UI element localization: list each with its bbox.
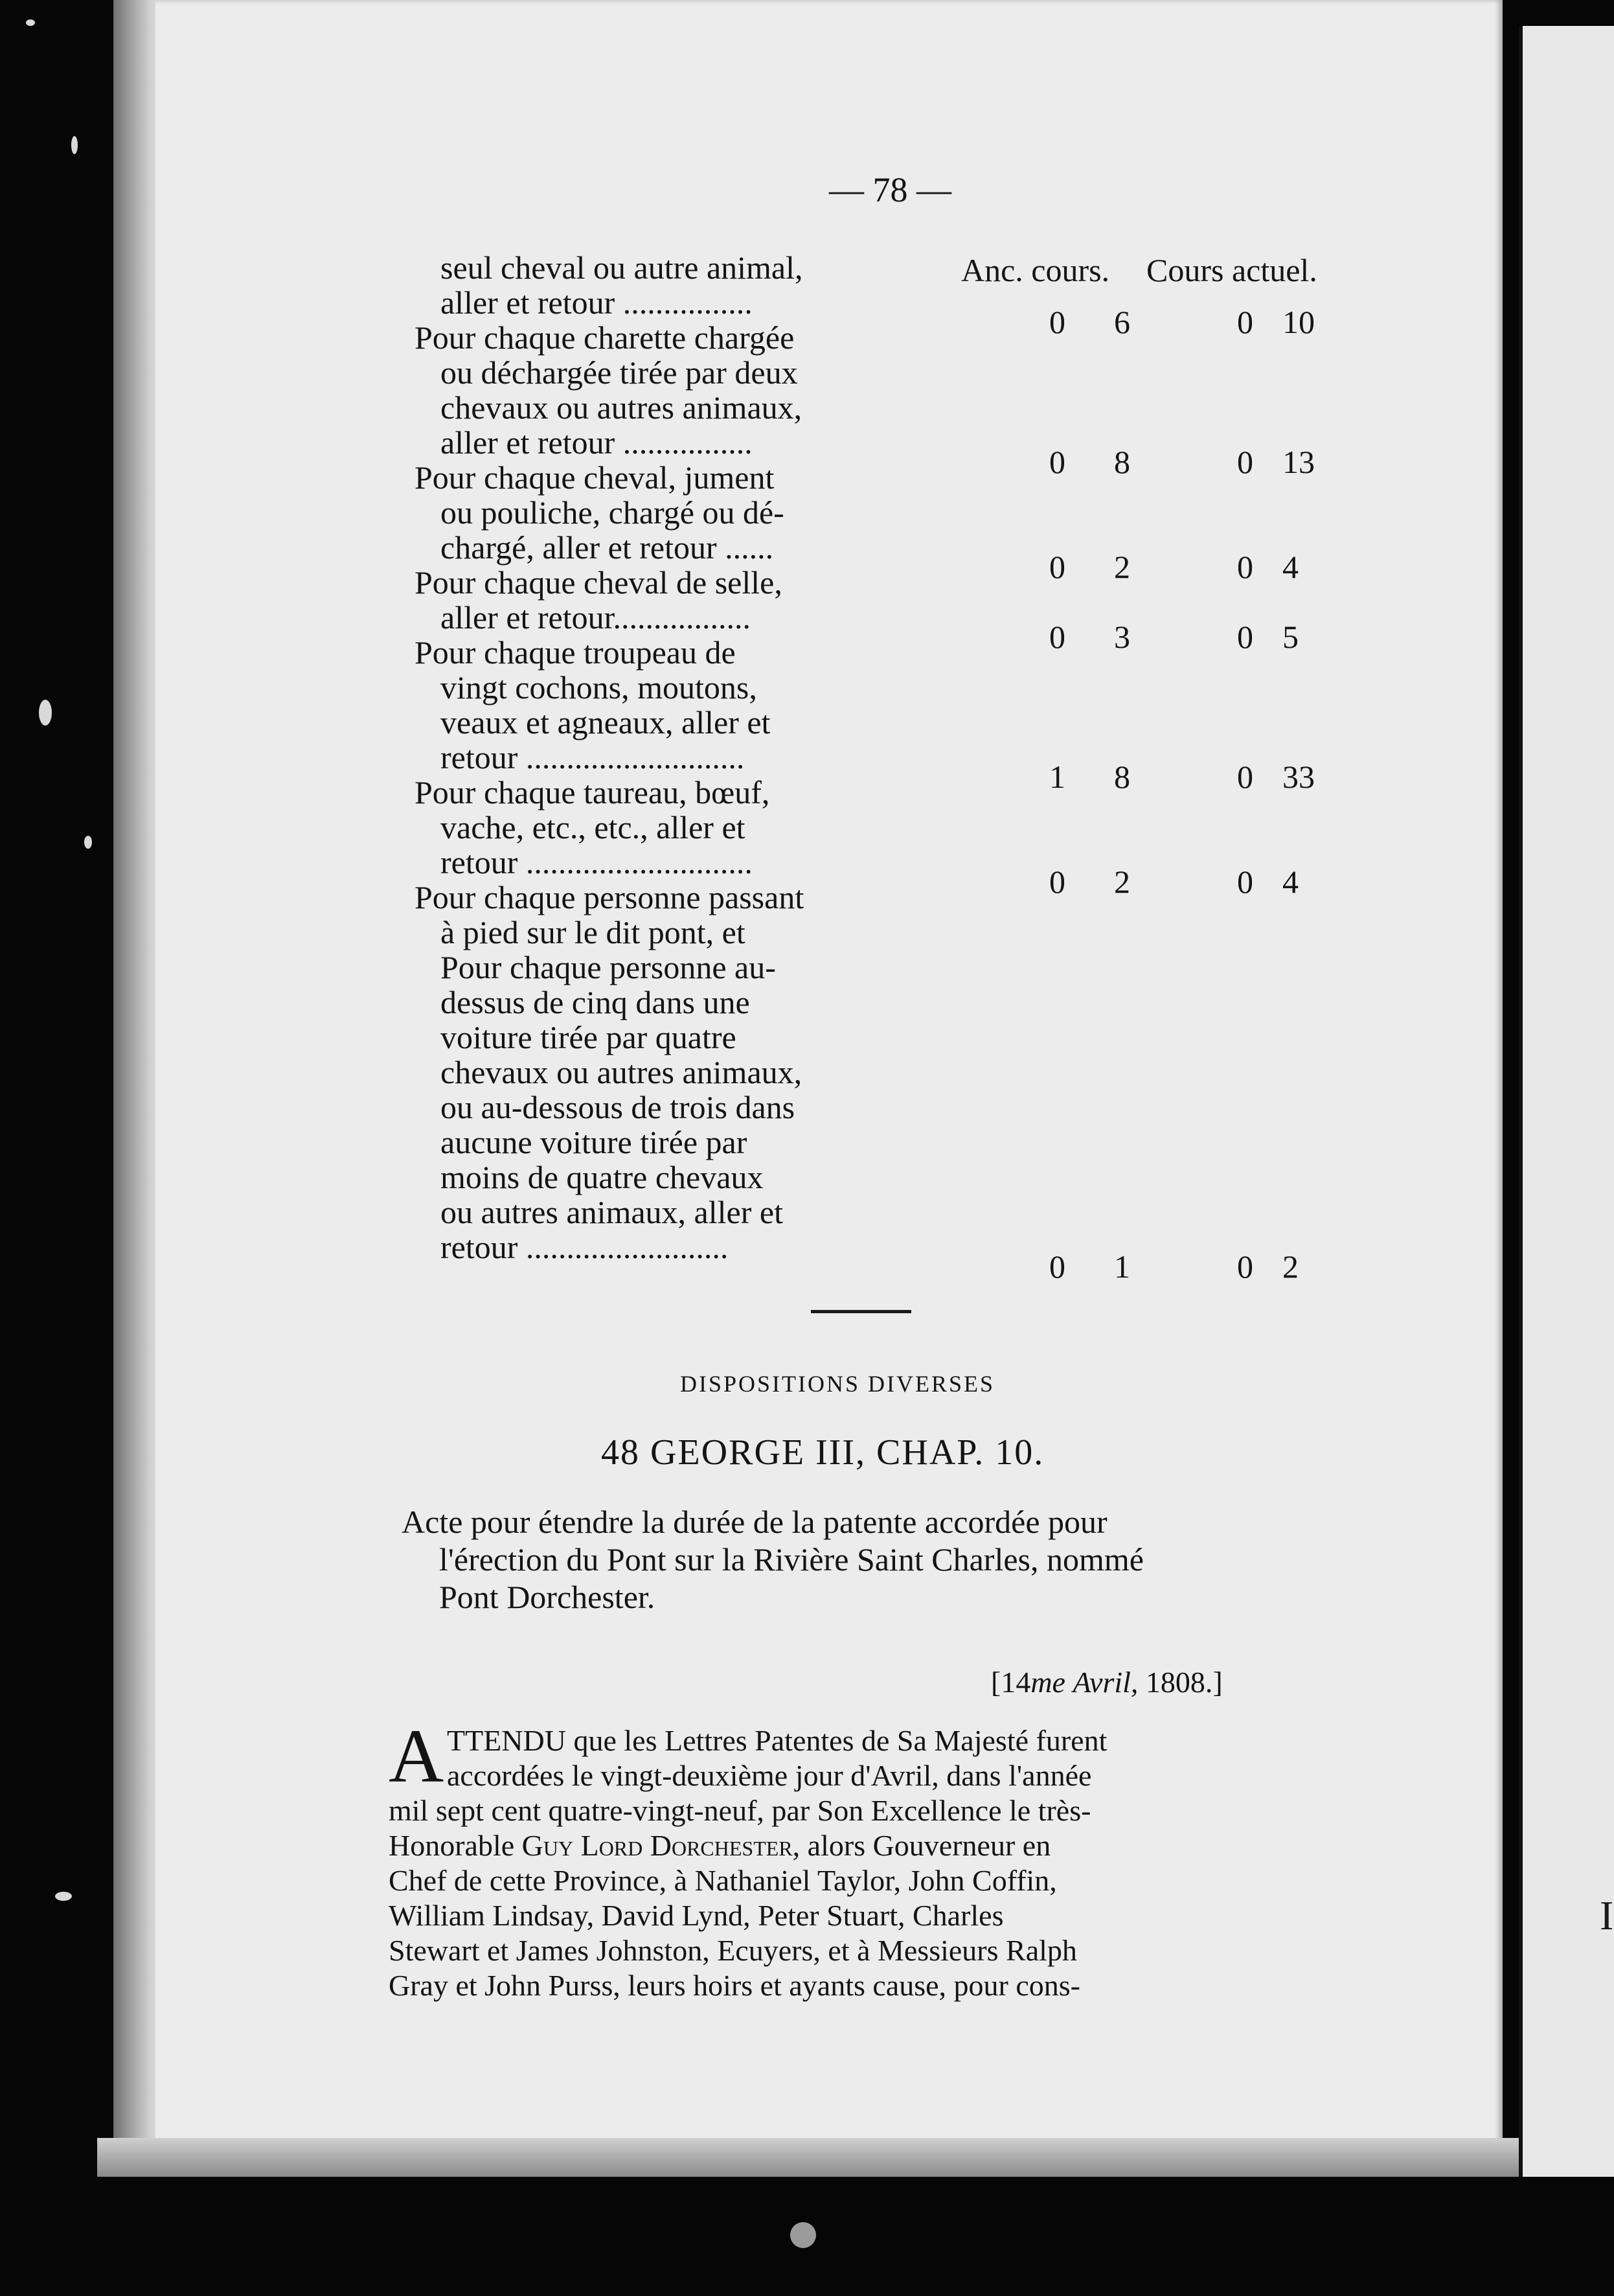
tariff-row-text: dessus de cinq dans une — [440, 984, 750, 1020]
current-rate-value: 0 — [1237, 759, 1253, 795]
old-rate-value: 0 — [1049, 864, 1065, 900]
current-rate-value: 0 — [1237, 619, 1253, 655]
preamble-line: mil sept cent quatre-vingt-neuf, par Son Excellence le très- — [389, 1794, 1091, 1827]
tariff-row-text: ou autres animaux, aller et — [440, 1194, 783, 1230]
tariff-row-text: vache, etc., etc., aller et — [440, 809, 745, 845]
old-rate-value: 0 — [1049, 304, 1065, 340]
preamble-line: Stewart et James Johnston, Ecuyers, et à Messieurs Ralph — [389, 1934, 1077, 1967]
tariff-row-text: seul cheval ou autre animal, — [440, 249, 803, 286]
chapter-title: 48 GEORGE III, CHAP. 10. — [601, 1432, 1045, 1473]
tariff-row-text: chargé, aller et retour ...... — [440, 529, 774, 566]
act-date-ordinal: me — [1030, 1666, 1065, 1699]
old-rate-value: 2 — [1114, 549, 1130, 585]
act-title — [402, 1503, 1308, 1616]
scan-speck — [84, 836, 92, 849]
current-rate-value: 0 — [1237, 864, 1253, 900]
scan-speck — [71, 136, 78, 154]
preamble-line: Gray et John Purss, leurs hoirs et ayants cause, pour cons- — [389, 1969, 1080, 2002]
old-rate-value: 8 — [1114, 444, 1130, 480]
old-rate-value: 1 — [1049, 759, 1065, 795]
toll-tariff-table — [415, 246, 1347, 1285]
current-rate-value: 2 — [1282, 1248, 1299, 1285]
tariff-row-text: Pour chaque cheval, jument — [415, 459, 775, 496]
old-rate-value: 0 — [1049, 1248, 1065, 1285]
tariff-row-text: retour ........................... — [440, 739, 745, 775]
tariff-row-text: Pour chaque cheval de selle, — [415, 564, 782, 601]
page-bottom-edge — [97, 2138, 1519, 2177]
act-date — [991, 1665, 1223, 1699]
scan-speck — [790, 2222, 816, 2248]
current-rate-value: 10 — [1282, 304, 1315, 340]
tariff-row-text: Pour chaque charette chargée — [415, 319, 795, 356]
tariff-row-text: Pour chaque taureau, bœuf, — [415, 774, 770, 810]
next-page-edge — [1519, 26, 1614, 2177]
act-date-month: Avril, — [1073, 1666, 1139, 1699]
act-title-line: Acte pour étendre la durée de la patente accordée pour — [402, 1504, 1108, 1540]
current-rate-value: 0 — [1237, 1248, 1253, 1285]
drop-cap: A — [389, 1714, 444, 1798]
current-rate-value: 4 — [1282, 549, 1299, 585]
tariff-row-text: aller et retour ................ — [440, 284, 753, 321]
old-rate-value: 0 — [1049, 619, 1065, 655]
current-rate-value: 13 — [1282, 444, 1315, 480]
tariff-row-text: ou déchargée tirée par deux — [440, 354, 798, 391]
preamble-line: William Lindsay, David Lynd, Peter Stuart, Charles — [389, 1899, 1004, 1932]
current-rate-value: 4 — [1282, 864, 1299, 900]
section-divider — [811, 1310, 911, 1313]
tariff-row-text: retour ............................ — [440, 844, 753, 880]
tariff-row-text: chevaux ou autres animaux, — [440, 1054, 802, 1090]
governor-name: Guy Lord Dorchester — [521, 1829, 793, 1862]
tariff-row-text: à pied sur le dit pont, et — [440, 914, 745, 950]
old-rate-value: 6 — [1114, 304, 1130, 340]
tariff-row-text: Pour chaque troupeau de — [415, 634, 736, 671]
scan-speck — [55, 1892, 72, 1901]
act-title-line: Pont Dorchester. — [439, 1579, 655, 1615]
tariff-row-text: aucune voiture tirée par — [440, 1124, 747, 1160]
act-title-line: l'érection du Pont sur la Rivière Saint Charles, nommé — [439, 1541, 1144, 1578]
tariff-row-text: chevaux ou autres animaux, — [440, 389, 802, 426]
act-preamble — [389, 1723, 1308, 2003]
old-rate-value: 0 — [1049, 549, 1065, 585]
column-header-current-rate: Cours actuel. — [1146, 252, 1317, 288]
tariff-row-text: moins de quatre chevaux — [440, 1159, 764, 1195]
old-rate-value: 1 — [1114, 1248, 1130, 1285]
scan-speck — [26, 19, 35, 26]
old-rate-value: 3 — [1114, 619, 1130, 655]
tariff-row-text: veaux et agneaux, aller et — [440, 704, 771, 740]
preamble-line: accordées le vingt-deuxième jour d'Avril, dans l'année — [447, 1759, 1092, 1792]
tariff-row-text: Pour chaque personne passant — [415, 879, 804, 915]
old-rate-value: 8 — [1114, 759, 1130, 795]
tariff-row-text: Pour chaque personne au- — [440, 949, 776, 985]
tariff-row-text: aller et retour ................ — [440, 424, 753, 461]
current-rate-value: 5 — [1282, 619, 1299, 655]
tariff-row-text: ou pouliche, chargé ou dé- — [440, 494, 784, 531]
current-rate-value: 0 — [1237, 444, 1253, 480]
tariff-row-text: vingt cochons, moutons, — [440, 669, 757, 706]
act-date-year: 1808.] — [1145, 1666, 1223, 1699]
scan-speck — [39, 700, 52, 726]
act-date-open: [14 — [991, 1666, 1031, 1699]
next-page-fragment: I — [1600, 1892, 1614, 1938]
tariff-row-text: aller et retour................. — [440, 599, 751, 636]
preamble-line: Chef de cette Province, à Nathaniel Taylor, John Coffin, — [389, 1864, 1057, 1897]
old-rate-value: 0 — [1049, 444, 1065, 480]
column-header-old-rate: Anc. cours. — [961, 252, 1110, 288]
tariff-row-text: ou au-dessous de trois dans — [440, 1089, 795, 1125]
section-title: DISPOSITIONS DIVERSES — [680, 1371, 995, 1397]
current-rate-value: 0 — [1237, 549, 1253, 585]
current-rate-value: 33 — [1282, 759, 1315, 795]
tariff-row-text: voiture tirée par quatre — [440, 1019, 736, 1055]
current-rate-value: 0 — [1237, 304, 1253, 340]
page-number: — 78 — — [829, 170, 951, 209]
tariff-row-text: retour ......................... — [440, 1229, 729, 1265]
old-rate-value: 2 — [1114, 864, 1130, 900]
preamble-line: TTENDU que les Lettres Patentes de Sa Majesté furent — [447, 1724, 1108, 1757]
preamble-line: Honorable Guy Lord Dorchester, alors Gouverneur en — [389, 1829, 1051, 1862]
